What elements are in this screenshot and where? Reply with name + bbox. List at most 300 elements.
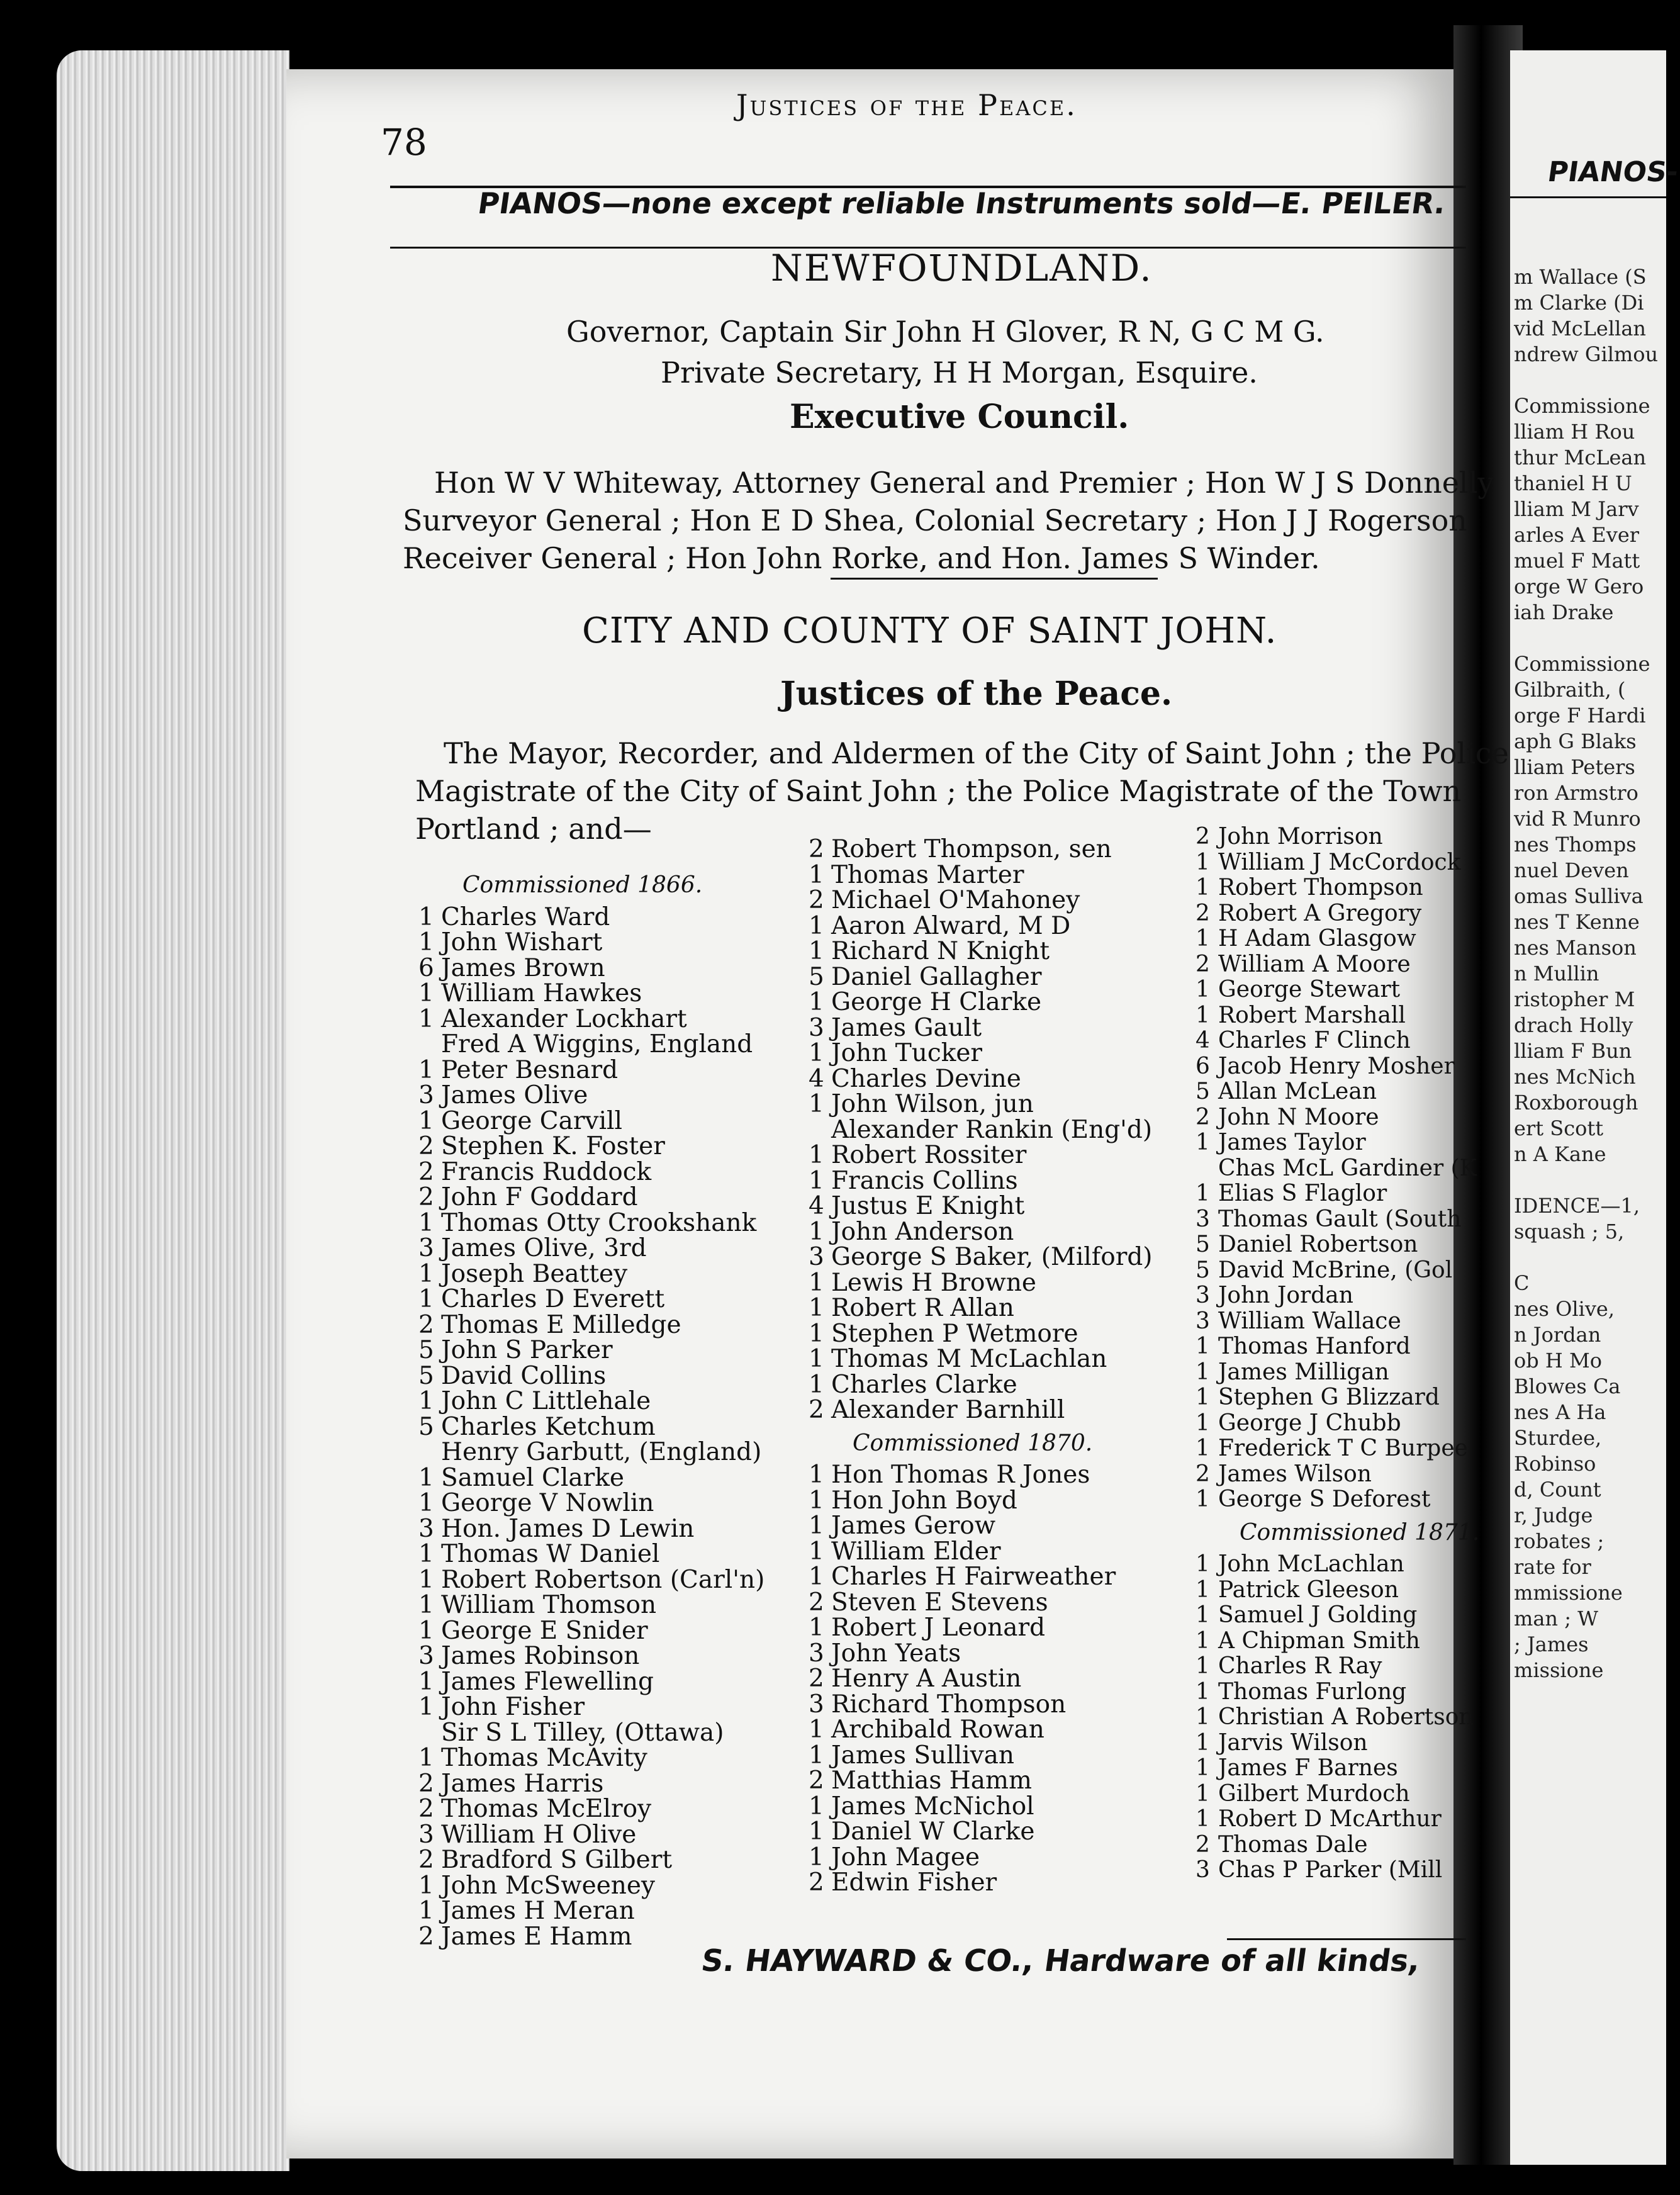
justice-name: Charles Clarke bbox=[831, 1370, 1017, 1399]
justice-name: John McLachlan bbox=[1218, 1551, 1404, 1577]
facing-page-line: nes Manson bbox=[1514, 936, 1637, 960]
entry-number: 1 bbox=[809, 1217, 824, 1246]
entry-number: 1 bbox=[418, 1463, 434, 1492]
justice-entry bbox=[418, 1644, 764, 1670]
justice-entry bbox=[1196, 1283, 1479, 1309]
justice-name: Chas McL Gardiner (K bbox=[1218, 1155, 1477, 1181]
justice-name: Richard N Knight bbox=[831, 937, 1050, 965]
justice-entry bbox=[809, 911, 1153, 940]
justice-entry bbox=[809, 1245, 1153, 1271]
facing-page-line: n Mullin bbox=[1514, 962, 1599, 985]
justice-name: Robert Thompson, sen bbox=[831, 835, 1112, 863]
entry-number: 2 bbox=[418, 1183, 434, 1211]
facing-page-line: nes McNich bbox=[1514, 1065, 1636, 1089]
entry-number: 1 bbox=[1196, 1333, 1210, 1359]
entry-number: 1 bbox=[1196, 1384, 1210, 1410]
justice-entry bbox=[1196, 1629, 1479, 1654]
justice-entry bbox=[1196, 1552, 1479, 1578]
entry-number: 2 bbox=[418, 1310, 434, 1339]
entry-number: 3 bbox=[809, 1243, 824, 1271]
justice-entry bbox=[1196, 977, 1479, 1003]
justice-name: John Anderson bbox=[831, 1217, 1014, 1246]
justice-entry bbox=[809, 939, 1153, 965]
justice-name: George V Nowlin bbox=[441, 1489, 654, 1517]
facing-page-line: man ; W bbox=[1514, 1607, 1599, 1631]
commissioned-subheading: Commissioned 1866. bbox=[462, 872, 703, 898]
justice-name: Archibald Rowan bbox=[831, 1715, 1044, 1744]
justice-name: Stephen G Blizzard bbox=[1218, 1384, 1440, 1410]
facing-page-line: vid McLellan bbox=[1514, 317, 1646, 340]
justice-entry bbox=[1196, 1258, 1479, 1284]
entry-number: 1 bbox=[809, 1537, 824, 1566]
justice-name: William Hawkes bbox=[441, 979, 642, 1008]
council-line-3: Receiver General ; Hon John Rorke, and Hon. James S Winder. bbox=[403, 541, 1320, 575]
justice-name: James E Hamm bbox=[441, 1922, 632, 1951]
entry-number: 1 bbox=[418, 902, 434, 931]
justice-name: James F Barnes bbox=[1218, 1755, 1398, 1781]
entry-number: 3 bbox=[418, 1234, 434, 1262]
entry-number: 2 bbox=[418, 1795, 434, 1823]
facing-page-line: orge W Gero bbox=[1514, 575, 1644, 598]
entry-number: 1 bbox=[1196, 1435, 1210, 1461]
justice-name: H Adam Glasgow bbox=[1218, 926, 1416, 952]
justice-entry bbox=[809, 1370, 1153, 1399]
entry-number: 1 bbox=[809, 937, 824, 965]
facing-page-line: lliam F Bun bbox=[1514, 1039, 1632, 1063]
entry-number: 2 bbox=[418, 1157, 434, 1186]
saint-john-heading: CITY AND COUNTY OF SAINT JOHN. bbox=[582, 610, 1277, 651]
justice-entry bbox=[809, 1615, 1153, 1641]
justice-entry bbox=[809, 1166, 1153, 1195]
justice-entry bbox=[809, 1768, 1153, 1794]
justice-name: George S Baker, (Milford) bbox=[831, 1243, 1153, 1271]
justice-entry bbox=[1196, 1156, 1479, 1182]
justices-heading: Justices of the Peace. bbox=[780, 675, 1173, 713]
justice-entry bbox=[418, 1667, 764, 1696]
justice-name: John C Littlehale bbox=[441, 1387, 651, 1415]
council-line-1: Hon W V Whiteway, Attorney General and Premier ; Hon W J S Donnelly bbox=[434, 466, 1494, 500]
justice-name: Stephen P Wetmore bbox=[831, 1319, 1078, 1348]
justice-name: Robert Thompson bbox=[1218, 875, 1423, 901]
justice-entry bbox=[418, 1797, 764, 1822]
justice-name: Robert Marshall bbox=[1218, 1002, 1406, 1028]
entry-number: 3 bbox=[1196, 1283, 1210, 1308]
entry-number: 3 bbox=[418, 1081, 434, 1109]
justice-name: Thomas Otty Crookshank bbox=[441, 1208, 757, 1237]
justice-entry bbox=[1196, 1003, 1479, 1029]
facing-page-line: Gilbraith, ( bbox=[1514, 678, 1626, 702]
entry-number: 1 bbox=[809, 1817, 824, 1846]
justice-entry bbox=[418, 1083, 764, 1109]
justice-entry bbox=[809, 1794, 1153, 1820]
justice-entry bbox=[809, 1462, 1153, 1488]
entry-number: 1 bbox=[809, 1715, 824, 1744]
entry-number: 1 bbox=[809, 1741, 824, 1770]
council-line-2: Surveyor General ; Hon E D Shea, Colonial Secretary ; Hon J J Rogerson bbox=[403, 503, 1467, 537]
running-head: Justices of the Peace. bbox=[736, 88, 1077, 122]
justice-name: Christian A Robertson bbox=[1218, 1704, 1474, 1730]
justice-name: Henry Garbutt, (England) bbox=[441, 1438, 762, 1466]
justice-entry bbox=[418, 953, 764, 982]
justice-entry bbox=[418, 1514, 764, 1543]
justice-entry bbox=[1196, 1731, 1479, 1756]
justice-name: James Olive bbox=[441, 1081, 588, 1109]
justice-entry bbox=[1196, 1385, 1479, 1411]
entry-number: 5 bbox=[1196, 1079, 1210, 1104]
justice-entry bbox=[809, 837, 1153, 863]
facing-page-line: Blowes Ca bbox=[1514, 1374, 1621, 1398]
book-page-edges bbox=[57, 50, 289, 2171]
justice-entry bbox=[418, 1032, 764, 1058]
entry-number: 3 bbox=[418, 1642, 434, 1670]
justice-name: James Gerow bbox=[831, 1512, 996, 1540]
justice-entry bbox=[418, 1899, 764, 1924]
entry-number: 2 bbox=[418, 1132, 434, 1160]
justice-name: Robert R Allan bbox=[831, 1294, 1014, 1322]
justice-entry bbox=[418, 1134, 764, 1160]
justice-entry bbox=[418, 1361, 764, 1390]
justice-entry bbox=[1196, 1411, 1479, 1437]
justice-name: James Brown bbox=[441, 953, 605, 982]
entry-number: 2 bbox=[809, 1868, 824, 1897]
justice-entry bbox=[809, 990, 1153, 1016]
justice-entry bbox=[418, 1389, 764, 1415]
facing-page-line: Commissione bbox=[1514, 394, 1650, 418]
justice-entry bbox=[418, 1412, 764, 1441]
justice-entry bbox=[809, 1513, 1153, 1539]
justice-name: Lewis H Browne bbox=[831, 1268, 1037, 1297]
justice-entry bbox=[1196, 926, 1479, 952]
justice-name: Alexander Lockhart bbox=[441, 1004, 687, 1033]
justice-entry bbox=[809, 1819, 1153, 1845]
justice-entry bbox=[418, 1873, 764, 1899]
entry-number: 3 bbox=[809, 1013, 824, 1042]
entry-number: 1 bbox=[809, 860, 824, 889]
justice-entry bbox=[418, 1310, 764, 1339]
justice-name: James McNichol bbox=[831, 1792, 1034, 1821]
justice-name: Alexander Barnhill bbox=[831, 1396, 1065, 1424]
justice-entry bbox=[1196, 1436, 1479, 1462]
entry-number: 1 bbox=[418, 1871, 434, 1900]
entry-number: 1 bbox=[809, 1090, 824, 1118]
facing-page-line: vid R Munro bbox=[1514, 807, 1641, 831]
justice-name: Samuel Clarke bbox=[441, 1463, 624, 1492]
governor-line: Governor, Captain Sir John H Glover, R N, G C M G. bbox=[566, 315, 1324, 349]
justice-entry bbox=[418, 1004, 764, 1033]
justice-name: Thomas McAvity bbox=[441, 1744, 647, 1772]
justice-entry bbox=[418, 930, 764, 956]
entry-number: 2 bbox=[1196, 1831, 1210, 1858]
entry-number: 1 bbox=[418, 1489, 434, 1517]
justice-entry bbox=[1196, 1756, 1479, 1782]
column-end-rule bbox=[1227, 1938, 1466, 1940]
facing-page-line: Robinso bbox=[1514, 1452, 1596, 1476]
entry-number: 2 bbox=[418, 1769, 434, 1798]
justice-name: James Milligan bbox=[1218, 1359, 1389, 1385]
justice-entry bbox=[418, 1208, 764, 1237]
facing-page-line: IDENCE—1, bbox=[1514, 1194, 1640, 1218]
justice-entry bbox=[418, 1718, 764, 1747]
justice-entry bbox=[809, 1870, 1153, 1896]
justice-entry bbox=[809, 1194, 1153, 1220]
justice-name: Thomas E Milledge bbox=[441, 1310, 681, 1339]
entry-number: 1 bbox=[1196, 1627, 1210, 1654]
entry-number: 3 bbox=[809, 1639, 824, 1668]
entry-number: 5 bbox=[418, 1361, 434, 1390]
facing-page-line: ron Armstro bbox=[1514, 781, 1638, 805]
entry-number: 1 bbox=[418, 1744, 434, 1772]
justice-name: John Wilson, jun bbox=[831, 1090, 1034, 1118]
entry-number: 1 bbox=[809, 1563, 824, 1591]
justice-name: Fred A Wiggins, England bbox=[441, 1030, 753, 1058]
justice-name: James Olive, 3rd bbox=[441, 1234, 647, 1262]
justice-entry bbox=[809, 888, 1153, 914]
justice-name: Daniel Robertson bbox=[1218, 1232, 1418, 1257]
justice-entry bbox=[1196, 1858, 1479, 1883]
justice-entry bbox=[809, 1092, 1153, 1118]
justice-entry bbox=[1196, 1028, 1479, 1054]
facing-page-line: nes A Ha bbox=[1514, 1400, 1606, 1424]
entry-number: 1 bbox=[1196, 1780, 1210, 1807]
entry-number: 2 bbox=[809, 1766, 824, 1795]
facing-page-line: iah Drake bbox=[1514, 600, 1614, 624]
entry-number: 2 bbox=[809, 886, 824, 914]
justice-entry bbox=[418, 1565, 765, 1594]
justice-entry bbox=[418, 1771, 764, 1797]
justice-name: Jacob Henry Mosher bbox=[1218, 1053, 1455, 1079]
entry-number: 1 bbox=[418, 1693, 434, 1721]
justice-name: George J Chubb bbox=[1218, 1410, 1401, 1436]
facing-page-line: missione bbox=[1514, 1658, 1604, 1682]
facing-page-line bbox=[1514, 1245, 1658, 1271]
entry-number: 2 bbox=[809, 1664, 824, 1693]
justice-entry bbox=[809, 1564, 1153, 1590]
justice-name: James Harris bbox=[441, 1769, 604, 1798]
justice-name: William Elder bbox=[831, 1537, 1001, 1566]
justice-name: Thomas Hanford bbox=[1218, 1333, 1411, 1359]
justice-name: Daniel W Clarke bbox=[831, 1817, 1035, 1846]
justice-name: Allan McLean bbox=[1218, 1079, 1377, 1104]
justice-entry bbox=[1196, 952, 1479, 978]
entry-number: 2 bbox=[1196, 824, 1210, 850]
entry-number: 1 bbox=[809, 1141, 824, 1169]
justice-entry bbox=[809, 1692, 1153, 1718]
justice-name: Charles Devine bbox=[831, 1064, 1021, 1093]
justice-name: Stephen K. Foster bbox=[441, 1132, 665, 1160]
justice-entry bbox=[1196, 1680, 1479, 1705]
entry-number: 1 bbox=[418, 979, 434, 1008]
entry-number: 1 bbox=[418, 1616, 434, 1645]
justice-name: Thomas M McLachlan bbox=[831, 1345, 1107, 1373]
justice-name: James Flewelling bbox=[441, 1667, 654, 1696]
facing-page-line: r, Judge bbox=[1514, 1503, 1593, 1527]
justice-name: James Taylor bbox=[1218, 1130, 1366, 1155]
justice-entry bbox=[1196, 824, 1479, 850]
justice-entry bbox=[418, 902, 764, 931]
justice-name: Robert A Gregory bbox=[1218, 900, 1422, 926]
page-number: 78 bbox=[381, 121, 427, 164]
justice-name: John N Moore bbox=[1218, 1104, 1379, 1130]
entry-number: 1 bbox=[809, 1345, 824, 1373]
justice-entry bbox=[418, 1338, 764, 1364]
entry-number: 1 bbox=[809, 1614, 824, 1642]
facing-page-line: ristopher M bbox=[1514, 987, 1635, 1011]
justice-entry bbox=[418, 1463, 764, 1492]
piano-advertisement: PIANOS—none except reliable Instruments sold—E. PEILER. bbox=[476, 186, 1448, 220]
justice-name: Thomas Gault (South bbox=[1218, 1206, 1462, 1232]
justice-name: Charles Ward bbox=[441, 902, 610, 931]
entry-number: 2 bbox=[1196, 1461, 1210, 1487]
facing-page-line: nes T Kenne bbox=[1514, 910, 1640, 934]
facing-page-text bbox=[1514, 264, 1658, 1683]
entry-number: 4 bbox=[809, 1192, 824, 1220]
justice-name: Thomas Marter bbox=[831, 860, 1024, 889]
justice-name: John F Goddard bbox=[441, 1183, 638, 1211]
justice-name: Henry A Austin bbox=[831, 1664, 1022, 1693]
entry-number: 3 bbox=[418, 1820, 434, 1849]
justice-entry bbox=[418, 1746, 764, 1771]
justice-name: Richard Thompson bbox=[831, 1690, 1067, 1719]
entry-number: 1 bbox=[1196, 1002, 1210, 1028]
entry-number: 1 bbox=[1196, 1486, 1210, 1512]
facing-page-line: squash ; 5, bbox=[1514, 1220, 1625, 1243]
facing-page-line bbox=[1514, 368, 1658, 393]
entry-number: 2 bbox=[1196, 951, 1210, 977]
justice-name: William Wallace bbox=[1218, 1308, 1401, 1334]
justice-name: David Collins bbox=[441, 1361, 607, 1390]
justice-entry bbox=[418, 1157, 764, 1186]
entry-number: 1 bbox=[418, 1208, 434, 1237]
justice-entry bbox=[809, 1319, 1153, 1348]
facing-page-line: n A Kane bbox=[1514, 1142, 1606, 1166]
justice-name: James Sullivan bbox=[831, 1741, 1015, 1770]
entry-number: 1 bbox=[1196, 1410, 1210, 1436]
commissioned-subheading: Commissioned 1870. bbox=[853, 1430, 1093, 1456]
justice-name: James H Meran bbox=[441, 1897, 635, 1925]
justice-name: Hon. James D Lewin bbox=[441, 1514, 695, 1543]
entry-number: 1 bbox=[418, 1055, 434, 1084]
entry-number: 5 bbox=[809, 962, 824, 991]
entry-number: 1 bbox=[1196, 1653, 1210, 1679]
entry-number: 3 bbox=[1196, 1857, 1210, 1883]
entry-number: 1 bbox=[1196, 1551, 1210, 1577]
facing-page-line: thaniel H U bbox=[1514, 471, 1632, 495]
justice-name: Justus E Knight bbox=[831, 1192, 1025, 1220]
entry-number: 1 bbox=[1196, 849, 1210, 875]
justice-entry bbox=[809, 1641, 1153, 1667]
justice-name: William H Olive bbox=[441, 1820, 637, 1849]
entry-number: 1 bbox=[1196, 1359, 1210, 1385]
justice-entry bbox=[1196, 1181, 1479, 1207]
justice-entry bbox=[418, 1616, 764, 1645]
entry-number: 1 bbox=[1196, 1130, 1210, 1155]
justice-entry bbox=[418, 1491, 764, 1517]
justice-name: Francis Ruddock bbox=[441, 1157, 652, 1186]
justice-name: William Thomson bbox=[441, 1591, 657, 1619]
justice-name: Bradford S Gilbert bbox=[441, 1846, 673, 1874]
entry-number: 1 bbox=[809, 988, 824, 1016]
facing-page-line: nes Thomps bbox=[1514, 833, 1637, 856]
justice-name: Daniel Gallagher bbox=[831, 962, 1042, 991]
entry-number: 1 bbox=[1196, 1704, 1210, 1730]
justice-name: George E Snider bbox=[441, 1616, 648, 1645]
facing-page-line: ; James bbox=[1514, 1632, 1589, 1656]
entry-number: 1 bbox=[418, 928, 434, 957]
intro-line-3: Portland ; and— bbox=[415, 812, 652, 846]
facing-page-line: nuel Deven bbox=[1514, 858, 1629, 882]
justice-name: Matthias Hamm bbox=[831, 1766, 1033, 1795]
justice-name: Hon Thomas R Jones bbox=[831, 1461, 1090, 1489]
justice-name: John Fisher bbox=[441, 1693, 585, 1721]
justice-entry bbox=[809, 1115, 1153, 1144]
entry-number: 3 bbox=[1196, 1206, 1210, 1232]
entry-number: 1 bbox=[809, 1370, 824, 1399]
justice-entry bbox=[809, 1666, 1153, 1692]
justice-entry bbox=[1196, 1054, 1479, 1080]
justice-entry bbox=[1196, 850, 1479, 876]
justice-entry bbox=[809, 1488, 1153, 1514]
justice-name: Samuel J Golding bbox=[1218, 1602, 1418, 1628]
justice-entry bbox=[809, 1143, 1153, 1169]
newfoundland-heading: NEWFOUNDLAND. bbox=[771, 247, 1153, 289]
entry-number: 1 bbox=[1196, 1678, 1210, 1705]
justice-name: Robert D McArthur bbox=[1218, 1806, 1442, 1832]
justice-name: George Stewart bbox=[1218, 977, 1401, 1002]
justice-entry bbox=[1196, 1705, 1479, 1731]
facing-page-line: C bbox=[1514, 1271, 1530, 1295]
justice-entry bbox=[809, 1041, 1153, 1067]
entry-number: 1 bbox=[809, 1512, 824, 1540]
justice-name: Charles F Clinch bbox=[1218, 1028, 1411, 1053]
entry-number: 1 bbox=[418, 1667, 434, 1696]
justice-entry bbox=[418, 1695, 764, 1721]
justice-name: John Morrison bbox=[1218, 824, 1383, 850]
justice-name: Charles H Fairweather bbox=[831, 1563, 1116, 1591]
entry-number: 1 bbox=[1196, 926, 1210, 952]
entry-number: 1 bbox=[1196, 1729, 1210, 1756]
justice-entry bbox=[1196, 1079, 1479, 1105]
entry-number: 3 bbox=[418, 1514, 434, 1543]
justice-name: John Jordan bbox=[1218, 1283, 1353, 1308]
justice-name: Patrick Gleeson bbox=[1218, 1576, 1399, 1603]
justice-name: Thomas W Daniel bbox=[441, 1540, 660, 1568]
justice-entry bbox=[418, 1055, 764, 1084]
justice-entry bbox=[1196, 1334, 1479, 1360]
justices-column-3 bbox=[1196, 824, 1479, 1883]
facing-page-line: muel F Matt bbox=[1514, 549, 1640, 573]
justice-entry bbox=[418, 1542, 764, 1568]
facing-page-line: nes Olive, bbox=[1514, 1297, 1615, 1321]
facing-page-line: Commissione bbox=[1514, 652, 1650, 676]
facing-page-line bbox=[1514, 1167, 1658, 1193]
entry-number: 1 bbox=[1196, 1806, 1210, 1832]
entry-number: 1 bbox=[809, 911, 824, 940]
justice-name: William A Moore bbox=[1218, 951, 1411, 977]
justice-entry bbox=[1196, 1207, 1479, 1233]
entry-number: 2 bbox=[418, 1922, 434, 1951]
entry-number: 3 bbox=[1196, 1308, 1210, 1334]
entry-number: 2 bbox=[809, 835, 824, 863]
justice-name: Robert Rossiter bbox=[831, 1141, 1027, 1169]
entry-number: 1 bbox=[809, 1486, 824, 1515]
justice-name: John Magee bbox=[831, 1843, 980, 1872]
justice-name: Steven E Stevens bbox=[831, 1588, 1048, 1617]
justice-entry bbox=[418, 1236, 764, 1262]
justice-entry bbox=[1196, 1578, 1479, 1603]
justice-name: Thomas Dale bbox=[1218, 1831, 1368, 1858]
justice-name: James Gault bbox=[831, 1013, 982, 1042]
entry-number: 1 bbox=[418, 1540, 434, 1568]
